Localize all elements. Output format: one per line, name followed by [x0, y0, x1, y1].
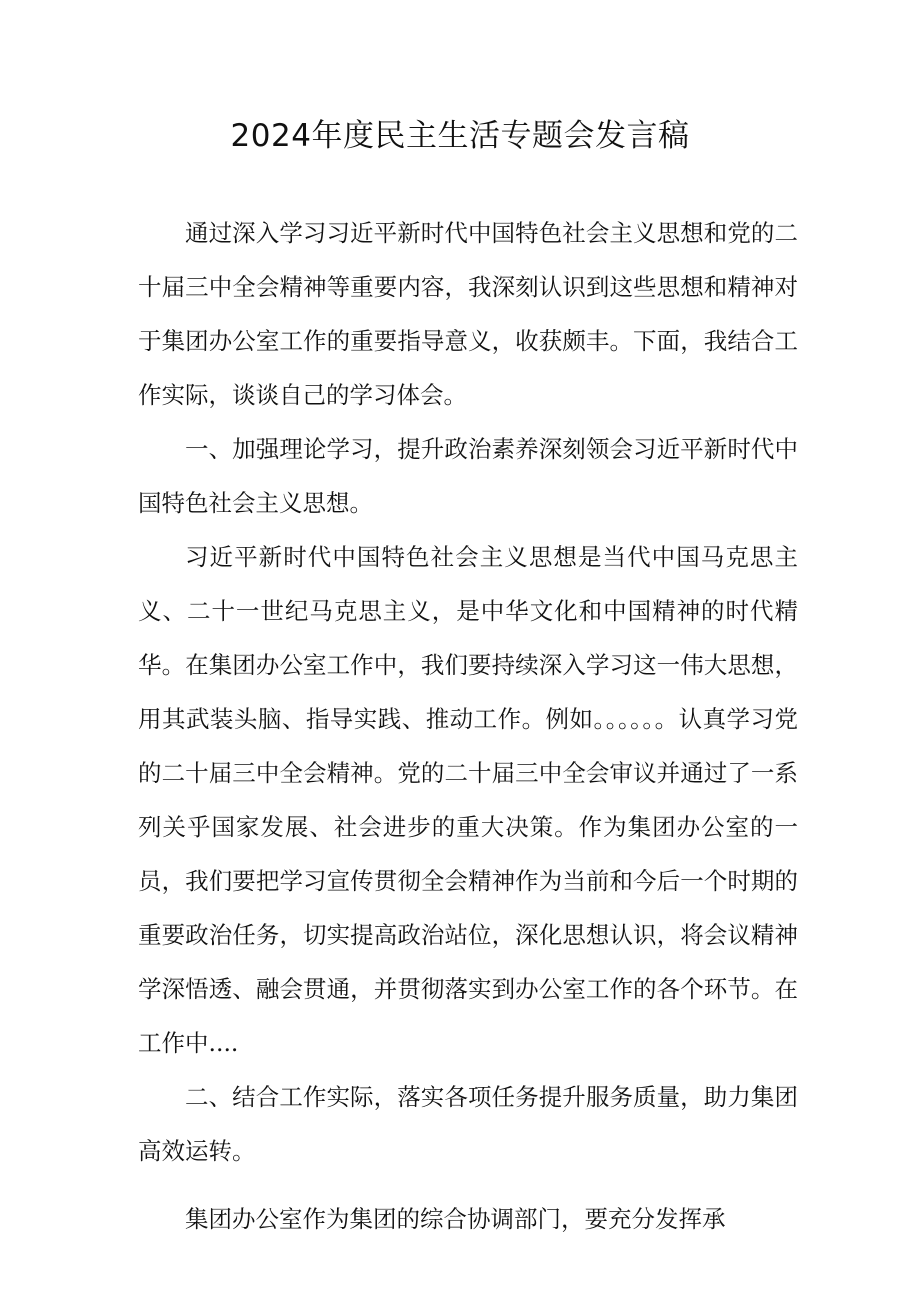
paragraph-section-2-body: 集团办公室作为集团的综合协调部门，要充分发挥承 — [185, 1205, 726, 1233]
document-title: 2024年度民主生活专题会发言稿 — [230, 118, 690, 154]
paragraph-intro: 通过深入学习习近平新时代中国特色社会主义思想和党的二十届三中全会精神等重要内容，我深刻认识到这些思想和精神对于集团办公室工作的重要指导意义，收获颇丰。下面，我结合工作实际，谈谈自己的学习体会。 — [138, 219, 798, 409]
paragraph-section-1-body: 习近平新时代中国特色社会主义思想是当代中国马克思主义、二十一世纪马克思主义，是中华文化和中国精神的时代精华。在集团办公室工作中，我们要持续深入学习这一伟大思想，用其武装头脑、指导实践、推动工作。例如。。。。。。认真学习党的二十届三中全会精神。党的二十届三中全会审议并通过了一系列关乎国家发展、社会进步的重大决策。作为集团办公室的一员，我们要把学习宣传贯彻全会精神作为当前和今后一个时期的重要政治任务，切实提高政治站位，深化思想认识，将会议精神学深悟透、融会贯通，并贯彻落实到办公室工作的各个环节。在工作中.... — [138, 543, 798, 1057]
document-body — [138, 206, 798, 1246]
paragraph-section-2-heading: 二、结合工作实际，落实各项任务提升服务质量，助力集团高效运转。 — [138, 1083, 798, 1165]
paragraph-section-1-heading: 一、加强理论学习，提升政治素养深刻领会习近平新时代中国特色社会主义思想。 — [138, 435, 798, 517]
